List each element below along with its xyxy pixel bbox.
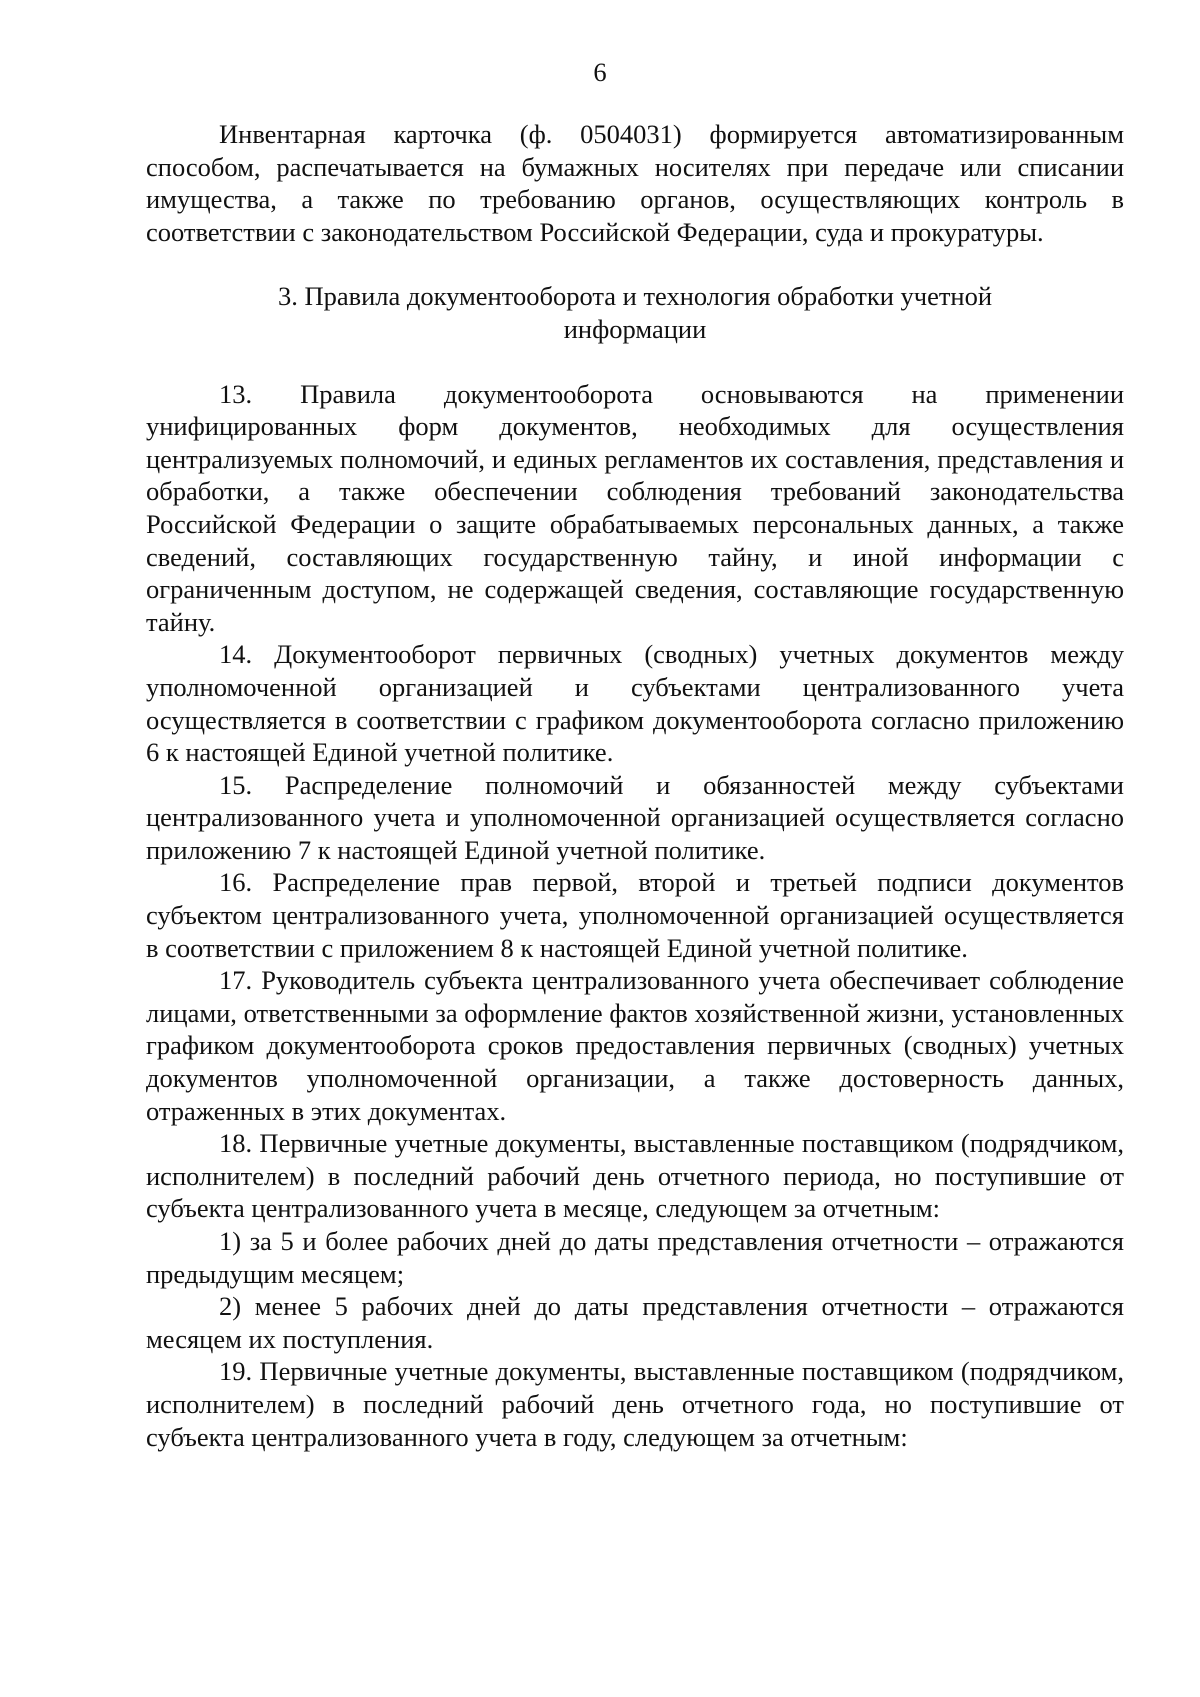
list-item-2: 2) менее 5 рабочих дней до даты представления отчетности – отражаются месяцем их поступления. — [146, 1291, 1124, 1354]
intro-paragraph: Инвентарная карточка (ф. 0504031) формируется автоматизированным способом, распечатывается на бумажных носителях при передаче или списании имущества, а также по требованию органов, осуществляющих контроль в соответствии с законодательством Российской Федерации, суда и прокуратуры. — [146, 119, 1124, 247]
paragraph-15: 15. Распределение полномочий и обязанностей между субъектами централизованного учета и уполномоченной организацией осуществляется согласно приложению 7 к настоящей Единой учетной политике. — [146, 769, 1124, 865]
paragraph-18: 18. Первичные учетные документы, выставленные поставщиком (подрядчиком, исполнителем) в последний рабочий день отчетного периода, но поступившие от субъекта централизованного учета в месяце, следующем за отчетным: — [146, 1128, 1124, 1224]
page-number: 6 — [593, 57, 607, 87]
page-content — [146, 118, 1124, 1453]
paragraph-13: 13. Правила документооборота основываются на применении унифицированных форм документов, необходимых для осуществления централизуемых полномочий, и единых регламентов их составления, представления и обработки, а также обеспечении соблюдения требований законодательства Российской Федерации о защите обрабатываемых персональных данных, а также сведений, составляющих государственную тайну, и иной информации с ограниченным доступом, не содержащей сведения, составляющие государственную тайну. — [146, 378, 1124, 637]
paragraph-19: 19. Первичные учетные документы, выставленные поставщиком (подрядчиком, исполнителем) в последний рабочий день отчетного года, но поступившие от субъекта централизованного учета в году, следующем за отчетным: — [146, 1356, 1124, 1452]
list-item-1: 1) за 5 и более рабочих дней до даты представления отчетности – отражаются предыдущим месяцем; — [146, 1226, 1124, 1289]
paragraph-17: 17. Руководитель субъекта централизованного учета обеспечивает соблюдение лицами, ответственными за оформление фактов хозяйственной жизни, установленных графиком документооборота сроков предоставления первичных (сводных) учетных документов уполномоченной организации, а также достоверность данных, отраженных в этих документах. — [146, 965, 1124, 1126]
paragraph-14: 14. Документооборот первичных (сводных) учетных документов между уполномоченной организацией и субъектами централизованного учета осуществляется в соответствии с графиком документооборота согласно приложению 6 к настоящей Единой учетной политике. — [146, 639, 1124, 768]
section-heading: 3. Правила документооборота и технология обработки учетной информации — [277, 281, 993, 344]
paragraph-16: 16. Распределение прав первой, второй и третьей подписи документов субъектом централизованного учета, уполномоченной организацией осуществляется в соответствии с приложением 8 к настоящей Единой учетной политике. — [146, 867, 1124, 963]
